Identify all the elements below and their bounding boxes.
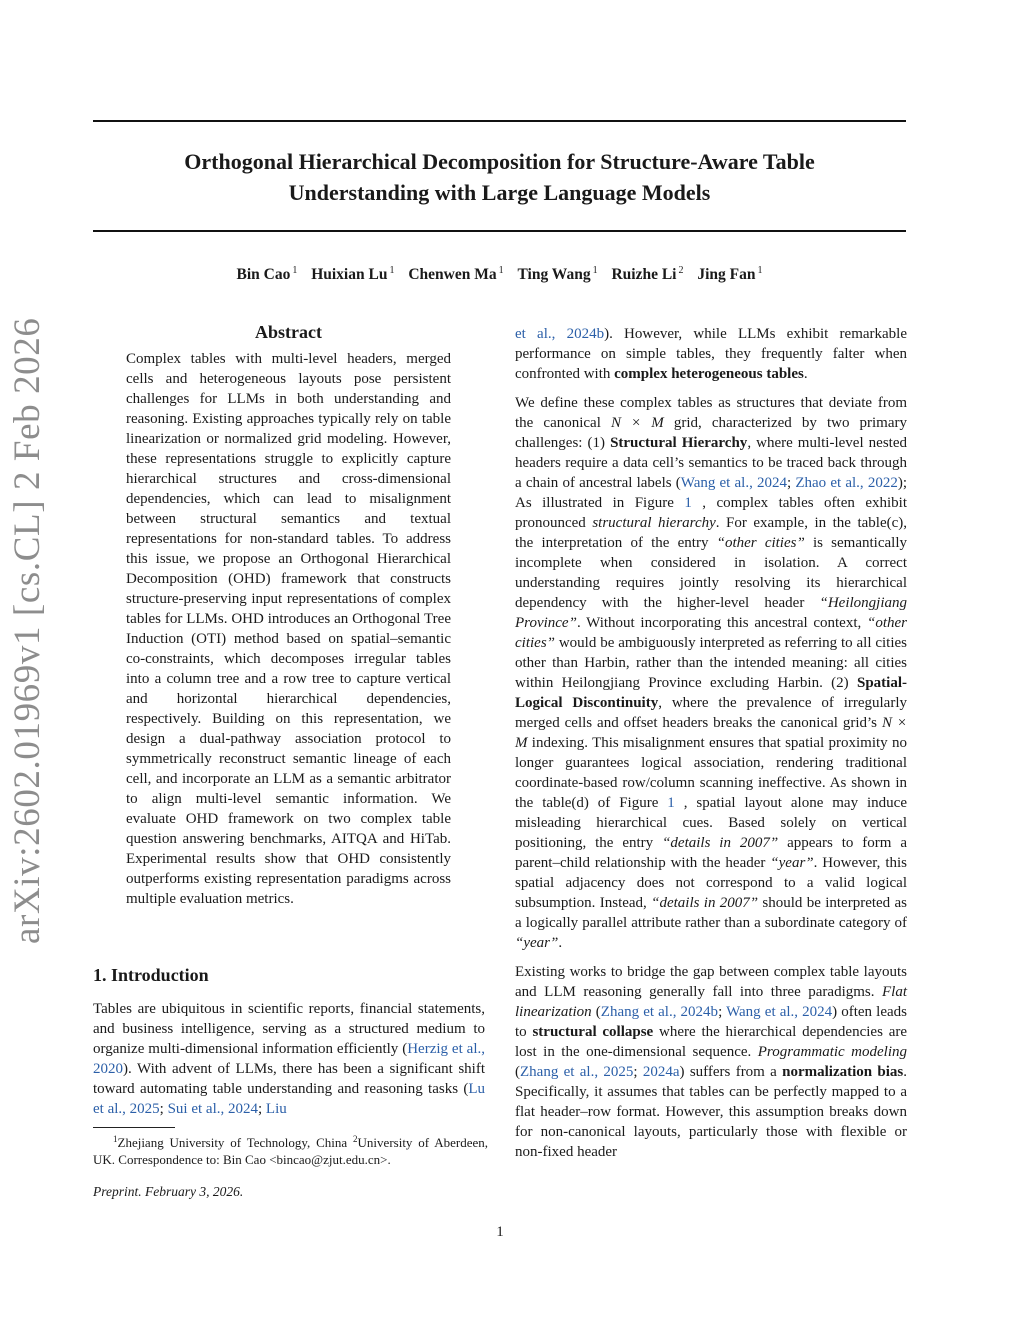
author: Ruizhe Li $^2$	[611, 265, 684, 283]
title-line-1: Orthogonal Hierarchical Decomposition for Structure-Aware Table	[184, 149, 815, 174]
citation-link[interactable]: Zhao et al., 2022	[795, 475, 898, 491]
abstract-body	[126, 349, 451, 909]
citation-link[interactable]: Zhang et al., 2025	[520, 1064, 634, 1080]
affiliation-footnote: $^1$Zhejiang University of Technology, China $^2$University of Aberdeen, UK. Correspondence to: Bin Cao <bincao@zjut.edu.cn>.	[93, 1134, 489, 1167]
paragraph: et al., 2024b). However, while LLMs exhibit remarkable performance on simple tables, they frequently falter when confronted with complex heterogeneous tables.	[515, 326, 907, 382]
arxiv-identifier: arXiv:2602.01969v1 [cs.CL] 2 Feb 2026	[7, 317, 48, 944]
figure-reference-link[interactable]: 1	[667, 795, 675, 811]
citation-link[interactable]: Herzig et al., 2020	[93, 1041, 485, 1077]
section-heading-introduction: 1. Introduction	[93, 965, 209, 985]
citation-link[interactable]: Wang et al., 2024	[680, 475, 788, 491]
page-number: 1	[496, 1224, 504, 1240]
citation-link[interactable]: Zhang et al., 2024b	[600, 1004, 719, 1020]
title-rule-top	[93, 120, 906, 122]
abstract-text: Complex tables with multi-level headers, merged cells and heterogeneous layouts pose persistent challenges for LLMs in both understanding and reasoning. Existing approaches typically rely on table linearization or normalized grid modeling. However, these representations struggle to explicitly capture hierarchical structures and cross-dimensional dependencies, which can lead to misalignment between structural semantics and textual representations for non-standard tables. To address this issue, we propose an Orthogonal Hierarchical Decomposition (OHD) framework that constructs structure-preserving input representations of complex tables for LLMs. OHD introduces an Orthogonal Tree Induction (OTI) method based on spatial–semantic co-constraints, which decomposes irregular tables into a column tree and a row tree to capture vertical and horizontal hierarchical dependencies, respectively. Building on this representation, we design a dual-pathway association protocol to symmetrically reconstruct semantic lineage of each cell, and incorporate an LLM as a semantic arbitrator to align multi-level semantic information. We evaluate OHD framework on two complex table question answering benchmarks, AITQA and HiTab. Experimental results show that OHD consistently outperforms existing representation paradigms across multiple evaluation metrics.	[126, 351, 451, 907]
citation-link[interactable]: Lu et al., 2025	[93, 1081, 485, 1117]
figure-reference-link[interactable]: 1	[684, 495, 692, 511]
citation-link[interactable]: Liu	[265, 1101, 287, 1117]
right-column	[515, 324, 907, 1162]
paragraph: Existing works to bridge the gap between complex table layouts and LLM reasoning generally fall into three paradigms. Flat linearization (Zhang et al., 2024b; Wang et al., 2024) often leads to structural collapse where the hierarchical dependencies are lost in the one-dimensional sequence. Programmatic modeling (Zhang et al., 2025; 2024a) suffers from a normalization bias. Specifically, it assumes that tables can be perfectly mapped to a flat header–row format. However, this assumption breaks down for non-canonical layouts, particularly those with flexible or non-fixed header	[515, 964, 908, 1160]
title-line-2: Understanding with Large Language Models	[288, 180, 711, 205]
citation-link[interactable]: et al., 2024b	[515, 326, 605, 342]
footnote-divider	[93, 1127, 175, 1128]
author: Huixian Lu $^1$	[311, 265, 395, 283]
paragraph: We define these complex tables as structures that deviate from the canonical N × M grid, characterized by two primary challenges: (1) Structural Hierarchy, where multi-level nested headers require a data cell’s semantics to be traced back through a chain of ancestral labels (Wang et al., 2024; Zhao et al., 2022); As illustrated in Figure 1 , complex tables often exhibit pronounced structural hierarchy. For example, in the table(c), the interpretation of the entry “other cities” is semantically incomplete when considered in isolation. A correct understanding requires jointly resolving its hierarchical dependency with the higher-level header “Heilongjiang Province”. Without incorporating this ancestral context, “other cities” would be ambiguously interpreted as referring to all cities other than Harbin, rather than the intended meaning: all cities within Heilongjiang Province excluding Harbin. (2) Spatial-Logical Discontinuity, where the prevalence of irregularly merged cells and offset headers breaks the canonical grid’s N × M indexing. This misalignment ensures that spatial proximity no longer guarantees logical association, rendering traditional coordinate-based row/column scanning ineffective. As shown in the table(d) of Figure 1 , spatial layout alone may induce misleading hierarchical cues. Based solely on vertical positioning, the entry “details in 2007” appears to form a parent–child relationship with the header “year”. However, this spatial adjacency does not correspond to a valid logical subsumption. Instead, “details in 2007” should be interpreted as a logically parallel attribute rather than a subordinate category of “year”.	[515, 395, 908, 951]
citation-link[interactable]: Sui et al., 2024	[167, 1101, 258, 1117]
citation-link[interactable]: Wang et al., 2024	[726, 1004, 833, 1020]
author: Chenwen Ma $^1$	[408, 265, 504, 283]
paper-title	[93, 146, 906, 208]
abstract-heading: Abstract	[255, 322, 322, 342]
intro-paragraph: Tables are ubiquitous in scientific reports, financial statements, and business intelligence, serving as a structured medium to organize multi-dimensional information efficiently (Herzig et al., 2020). With advent of LLMs, there has been a significant shift toward automating table understanding and reasoning tasks (Lu et al., 2025; Sui et al., 2024; Liu	[93, 1001, 485, 1117]
citation-link[interactable]: 2024a	[642, 1064, 680, 1080]
preprint-note: Preprint. February 3, 2026.	[93, 1184, 244, 1199]
author-list	[93, 265, 906, 284]
author: Bin Cao $^1$	[236, 265, 298, 283]
author: Jing Fan $^1$	[697, 265, 763, 283]
title-rule-bottom	[93, 230, 906, 232]
author: Ting Wang $^1$	[517, 265, 598, 283]
